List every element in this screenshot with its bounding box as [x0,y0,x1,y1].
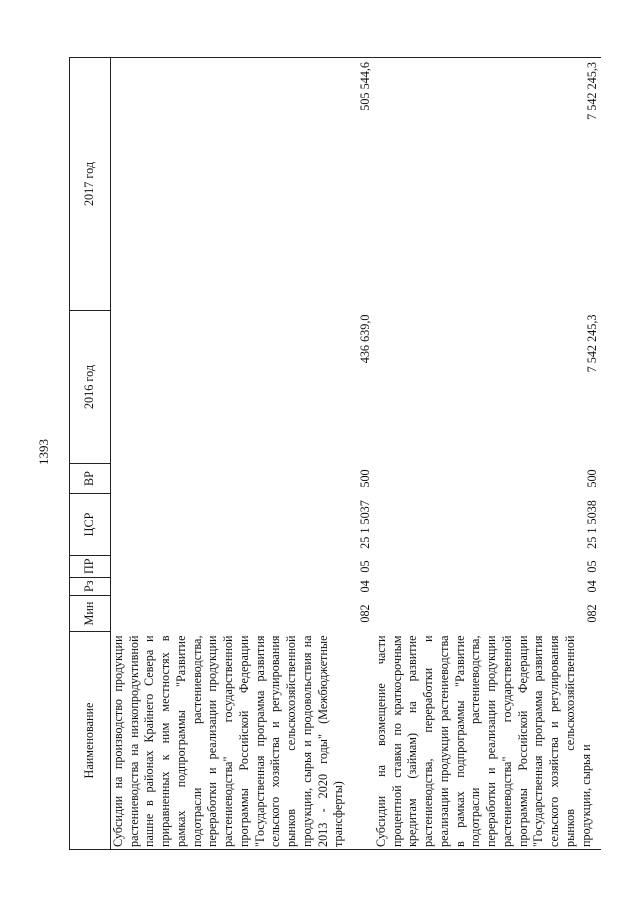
budget-table [69,57,601,850]
table-row [111,58,375,850]
row-csr: 25 1 5037 [358,500,373,549]
header-name: Наименование [70,632,111,850]
row-vr: 500 [358,469,373,488]
header-pr: ПР [70,556,111,578]
row-amount-2016: 436 639,0 [358,314,373,364]
header-vr: ВР [70,464,111,494]
row-rz: 04 [585,580,600,593]
row-min: 082 [585,604,600,623]
header-min: Мин [70,596,111,632]
row-amount-2017: 505 544,6 [111,58,375,311]
header-2017: 2017 год [70,58,111,311]
row-csr: 25 1 5038 [585,500,600,549]
table-row [374,58,601,850]
row-pr: 05 [585,560,600,573]
header-rz: Рз [70,578,111,596]
header-2016: 2016 год [70,311,111,464]
row-amount-2016: 7 542 245,3 [585,314,600,373]
row-name: Субсидии на возмещение части процентной ставки по краткосрочным кредитам (займам) на развитие растениеводства, переработки и реализации продукции растениеводства в рамках подпрограммы "Развитие подотрасли растениеводства, переработки и реализации продукции растениеводства" государственной программы Российской Федерации "Государственная программа развития сельского хозяйства и регулирования рынков сельскохозяйственной продукции, сырья и [374,632,601,850]
row-name: Субсидии на производство продукции растениеводства на низкопродуктивной пашне в районах Крайнего Севера и приравненных к ним местностях в рамках подпрограммы "Развитие подотрасли растениеводства, переработки и реализации продукции растениеводства" государственной программы Российской Федерации "Государственная программа развития сельского хозяйства и регулирования рынков сельскохозяйственной продукции, сырья и продовольствия на 2013 - 2020 годы" (Межбюджетные трансферты) [111,632,375,850]
row-rz: 04 [358,580,373,593]
budget-document [69,58,605,850]
page-number: 1393 [36,439,51,465]
row-pr: 05 [358,560,373,573]
rotated-page-content [69,58,605,850]
row-min: 082 [358,604,373,623]
table-header-row [70,58,111,850]
row-vr: 500 [585,469,600,488]
row-amount-2017: 7 542 245,3 [374,58,601,311]
header-csr: ЦСР [70,494,111,556]
